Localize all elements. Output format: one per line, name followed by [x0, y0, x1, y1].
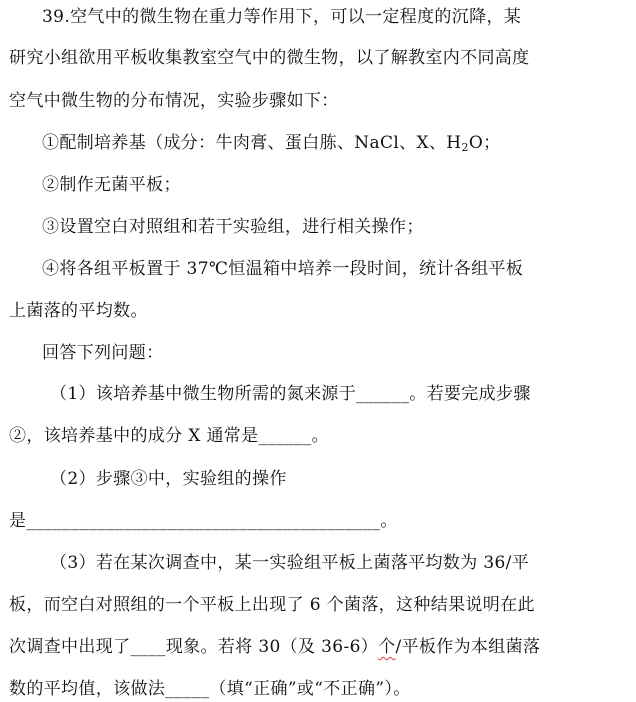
- q3-line-4: 数的平均值，该做法_____（填“正确”或“不正确”）。: [9, 679, 411, 699]
- step-3: ③设置空白对照组和若干实验组，进行相关操作；: [42, 217, 424, 237]
- step-4-line-2: 上菌落的平均数。: [9, 301, 148, 321]
- intro-line-2: 研究小组欲用平板收集教室空气中的微生物，以了解教室内不同高度: [9, 48, 530, 68]
- q3-line-2: 板，而空白对照组的一个平板上出现了 6 个菌落，这种结果说明在此: [9, 595, 535, 615]
- q2-line-1: （2）步骤③中，实验组的操作: [50, 469, 287, 489]
- step-2: ②制作无菌平板；: [42, 175, 181, 195]
- q3-line-3-end: /平板作为本组菌落: [395, 637, 541, 657]
- answer-prompt: 回答下列问题：: [42, 343, 164, 363]
- q1-line-2: ②，该培养基中的成分 X 通常是______。: [9, 426, 329, 446]
- step-1-subscript: 2: [461, 141, 469, 154]
- q3-underlined-unit: 个: [378, 637, 396, 657]
- q1-line-1: （1）该培养基中微生物所需的氮来源于______。若要完成步骤: [50, 384, 531, 404]
- intro-line-1: 39.空气中的微生物在重力等作用下，可以一定程度的沉降，某: [42, 7, 522, 27]
- q3-line-3: [9, 634, 540, 660]
- q3-line-1: （3）若在某次调查中，某一实验组平板上菌落平均数为 36/平: [50, 553, 530, 573]
- q3-line-3-start: 次调查中出现了____现象。若将 30（及 36-6）: [9, 637, 379, 657]
- intro-line-3: 空气中微生物的分布情况，实验步骤如下：: [9, 91, 339, 111]
- step-4-line-1: ④将各组平板置于 37℃恒温箱中培养一段时间，统计各组平板: [42, 259, 524, 279]
- step-1-text: ①配制培养基（成分：牛肉膏、蛋白胨、NaCl、X、H: [42, 133, 462, 153]
- step-1-text-end: O；: [468, 133, 501, 153]
- q2-line-2: 是________________________________________。: [9, 511, 398, 531]
- step-1: [42, 130, 500, 156]
